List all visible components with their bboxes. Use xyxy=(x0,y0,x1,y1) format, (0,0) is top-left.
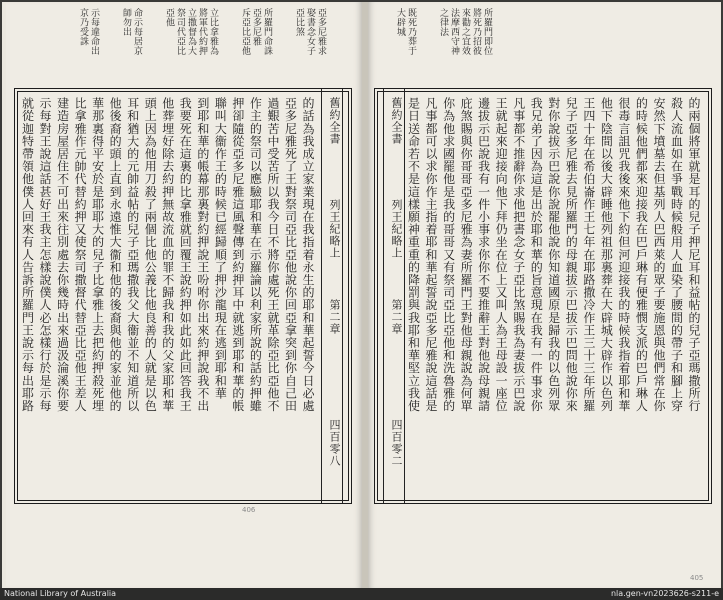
text-column: 頭上因為他用刀殺了兩個比他公義比他良善的人就是以色 xyxy=(143,97,158,412)
text-column: 兒子亞多尼雅去見所羅門的母親拔示巴拔示巴問他說你來 xyxy=(564,97,579,412)
pencil-folio-mark: 406 xyxy=(242,506,256,514)
text-column: 王就起來迎接向他下拜仍坐在位上又叫人為王母設一座位 xyxy=(494,97,509,412)
marginal-note-line: 大辟城 xyxy=(395,8,405,37)
marginal-note xyxy=(294,8,326,56)
text-column: 他葬埋好除去約押無故流血的罪不歸我和我的父家耶和華 xyxy=(160,97,175,412)
chapter-label: 第二章 xyxy=(328,299,341,335)
text-column: 建造房屋居住不可出來往別處去你幾時出來過汲淪溪你要 xyxy=(55,97,70,412)
right-page-margin-column xyxy=(383,89,405,503)
text-column: 的兩個將軍就是耳的兒子押尼耳和益帖的兒子亞瑪撒所行 xyxy=(687,97,701,412)
running-title: 舊約全書 xyxy=(390,97,403,145)
text-column: 過艱苦中受苦所以我今日不將你處死王就革除亞比亞他不 xyxy=(265,97,280,412)
marginal-note-line: 之律法 xyxy=(438,8,448,37)
text-column: 安然下墳墓去但基列人巴西萊的眾子要施恩與他們常在你 xyxy=(651,97,666,412)
pencil-folio-mark: 405 xyxy=(690,574,704,582)
text-column: 耳和猶大的元帥益帖的兒子亞瑪撒我父大衞並不知道所以 xyxy=(125,97,140,412)
text-column: 作主的祭司以應驗耶和華在示羅論以利家所說的話約押雖 xyxy=(248,97,263,412)
left-marginal-notes xyxy=(78,8,326,56)
book-title: 列王紀略上 xyxy=(328,199,341,259)
marginal-note-line: 既死乃葬于 xyxy=(406,8,416,56)
book-spread xyxy=(2,2,721,588)
marginal-note-line: 所羅門即位 xyxy=(482,8,492,56)
text-column: 對你說拔示巴說你說罷他說你知道國原是歸我的以色列眾 xyxy=(546,97,561,412)
text-column: 我兄弟了因為這是出於耶和華的旨意現在我有一件事求你 xyxy=(529,97,544,412)
marginal-note-line: 娶書念女子 xyxy=(305,8,315,56)
marginal-note xyxy=(438,8,492,56)
text-column: 他下陰間以後大辟睡他列祖那裏葬在大辟城大辟作以色列 xyxy=(599,97,614,412)
marginal-note-line: 示每違命出 xyxy=(89,8,99,56)
text-column: 示每對王說這話甚好王我主怎樣說僕人必怎樣行於是示每 xyxy=(38,97,53,412)
text-column: 他後裔的頭上直到永遠惟大衞和他的後裔與他的家並他的 xyxy=(108,97,123,412)
marginal-note-line: 來勸之宜效 xyxy=(460,8,470,56)
item-identifier: nla.gen-vn2023626-s211-e xyxy=(610,589,719,598)
book-title: 列王紀略上 xyxy=(390,199,403,259)
text-column: 華那裏得平安於是耶耶大的兒子比拿雅上去把約押殺死埋 xyxy=(90,97,105,412)
chapter-label: 第二章 xyxy=(390,299,403,335)
text-column: 庇煞賜與你哥哥亞多尼雅為妻所羅門王對他母親說為何單 xyxy=(459,97,474,412)
text-column: 殺人流血如在爭戰時候般用人血染了腰間的帶子和腳上穿 xyxy=(669,97,684,412)
marginal-note xyxy=(395,8,416,56)
marginal-note-line: 命示每居京 xyxy=(132,8,142,56)
left-page-margin-column xyxy=(321,89,343,503)
text-column: 凡事都可以求你作主指着耶和華起誓說亞多尼雅說這話是 xyxy=(424,97,439,412)
text-column: 就從迦特帶領他僕人回來有人告訴所羅門王說示每出耶路 xyxy=(20,97,35,412)
marginal-note xyxy=(121,8,142,56)
text-column: 王四十年在希伯崙作王七年在耶路撒冷作王三十三年所羅 xyxy=(581,97,596,412)
page-number: 四百零八 xyxy=(328,419,341,467)
marginal-note xyxy=(164,8,218,56)
marginal-note-line: 將死乃招彼 xyxy=(471,8,481,56)
marginal-note xyxy=(78,8,99,56)
marginal-note-line: 師勿出 xyxy=(121,8,131,37)
marginal-note-line: 亞比煞 xyxy=(294,8,304,37)
text-column: 邊拔示巴說我有一件小事求你你不要推辭王對他說母親請 xyxy=(476,97,491,412)
right-marginal-notes xyxy=(395,8,492,56)
marginal-note-line: 立比拿雅為 xyxy=(208,8,218,56)
marginal-note-line: 亞多尼雅 xyxy=(251,8,261,46)
text-column: 的話為我成立家業現在我指着永生的耶和華起誓今日必處 xyxy=(301,97,315,412)
marginal-note-line: 祭司代亞比 xyxy=(175,8,185,56)
text-column: 押卻隨從亞多尼雅這風聲傳到約押耳中就逃到耶和華的帳 xyxy=(230,97,245,412)
text-column: 很毒言詛咒我後來他下約但河迎接我的時候我指着耶和華 xyxy=(616,97,631,412)
right-page xyxy=(368,2,720,588)
text-column: 比拿雅作元帥代替約押又使祭司撒督代替亞比亞他王差人 xyxy=(73,97,88,412)
left-text-frame xyxy=(14,88,352,504)
text-column: 亞多尼雅死了王對祭司亞比亞他說你回亞拿突到你自己田 xyxy=(283,97,298,412)
marginal-note-line: 亞他 xyxy=(164,8,174,27)
right-text-body xyxy=(405,97,703,495)
text-column: 是日送命若不是這樣願神重重的降罰與我耶和華堅立我使 xyxy=(406,97,421,412)
library-credit: National Library of Australia xyxy=(4,589,117,598)
text-column: 你為他求國罷他是我的哥哥又有祭司亞比亞他和洗魯雅的 xyxy=(441,97,456,412)
running-title: 舊約全書 xyxy=(328,97,341,145)
marginal-note-line: 將軍代約押 xyxy=(197,8,207,56)
marginal-note xyxy=(240,8,272,56)
marginal-note-line: 立撒督為大 xyxy=(186,8,196,56)
archive-footer-bar xyxy=(0,588,723,600)
marginal-note-line: 斥亞比亞他 xyxy=(240,8,250,56)
text-column: 到耶和華的帳幕那裏對約押說王吩咐你出來約押說我不出 xyxy=(195,97,210,412)
marginal-note-line: 所羅門命誅 xyxy=(262,8,272,56)
page-number: 四百零二 xyxy=(390,419,403,467)
text-column: 的時候他們都來迎接我在巴戶琳有便雅憫支派的巴戶琳人 xyxy=(634,97,649,412)
text-column: 我要死在這裏的比拿雅就回覆王說約押如此如此回答我王 xyxy=(178,97,193,412)
text-column: 聯叫大衞作王的時候已經歸順了押沙龍現在逃到耶和華 xyxy=(213,97,228,400)
marginal-note-line: 京乃受誅 xyxy=(78,8,88,46)
left-text-body xyxy=(19,97,317,495)
left-page xyxy=(6,2,362,588)
marginal-note-line: 亞多尼雅求 xyxy=(316,8,326,56)
text-column: 凡事都不推辭你求他把書念女子亞比煞賜我為妻拔示巴說 xyxy=(511,97,526,412)
marginal-note-line: 法摩西守神 xyxy=(449,8,459,56)
right-text-frame xyxy=(374,88,712,504)
